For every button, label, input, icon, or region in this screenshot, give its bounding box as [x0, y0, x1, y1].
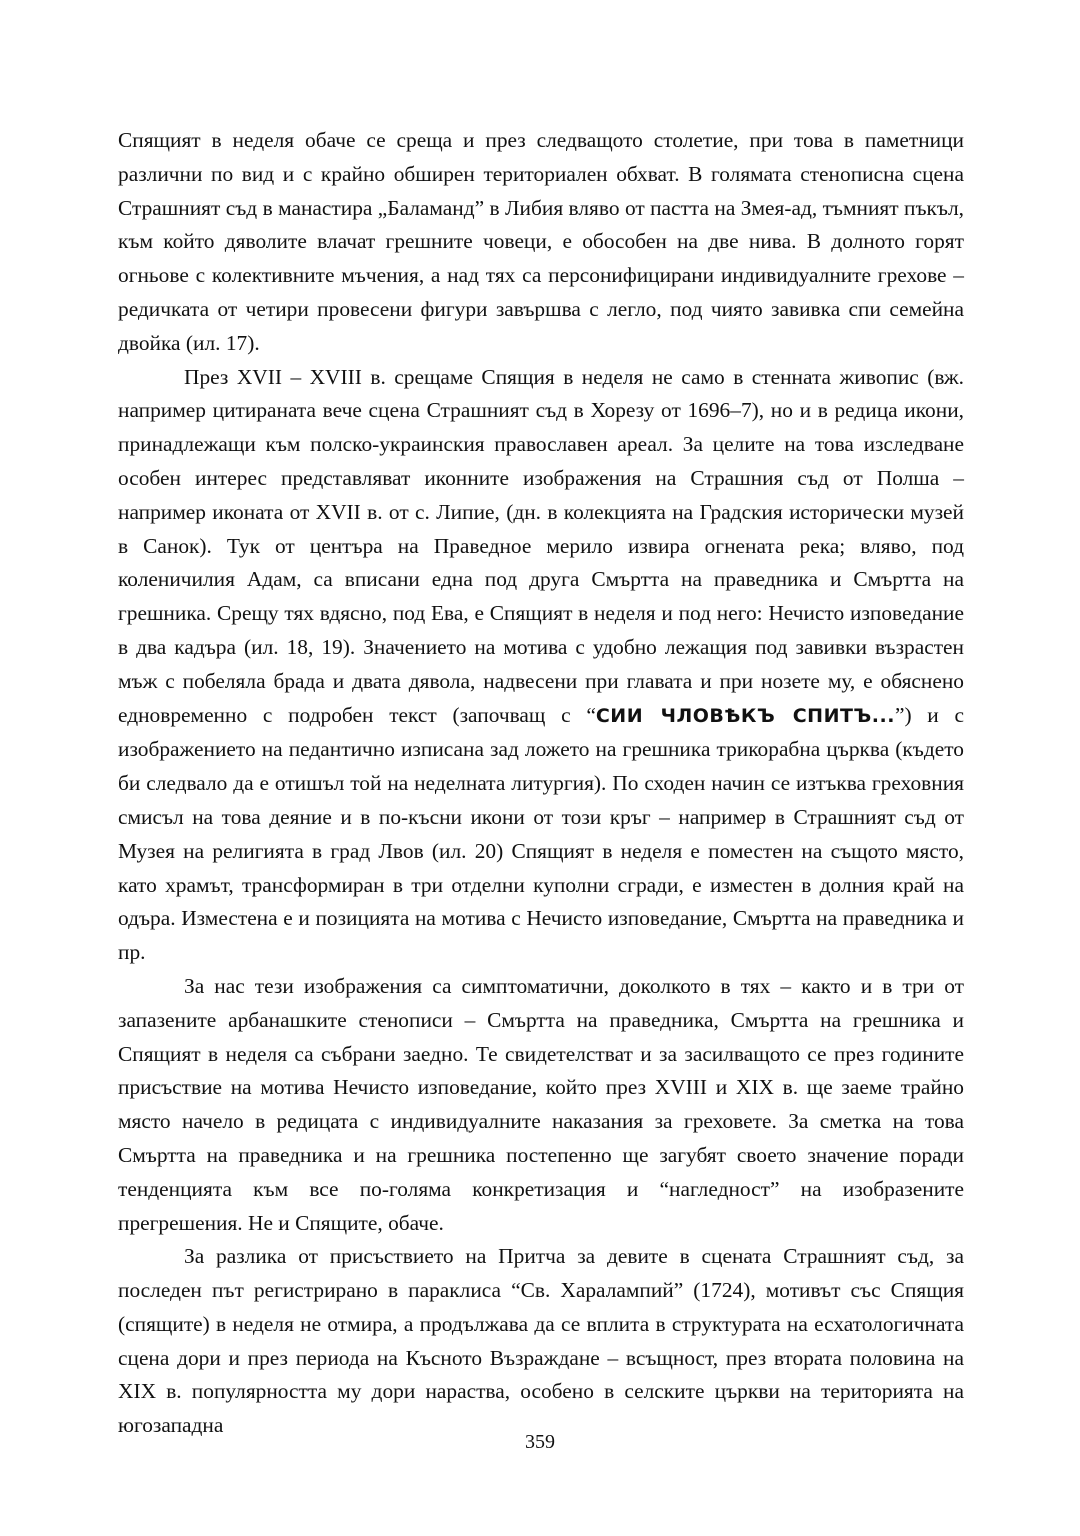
page-body	[118, 124, 964, 1443]
page-number: 359	[525, 1431, 555, 1453]
paragraph-2-text-before: През XVII – XVIII в. срещаме Спящия в неделя не само в стенната живопис (вж. например цитираната вече сцена Страшният съд в Хорезу от 1696–7), но и в редица икони, принадлежащи към полско-украинския православен ареал. За целите на това изследване особен интерес представляват иконните изображения на Страшния съд от Полша – например иконата от XVII в. от с. Липие, (дн. в колекцията на Градския исторически музей в Санок). Тук от центъра на Праведное мерило извира огнената река; вляво, под коленичилия Адам, са вписани една под друга Смъртта на праведника и Смъртта на грешника. Срещу тях вдясно, под Ева, е Спящият в неделя и под него: Нечисто изповедание в два кадъра (ил. 18, 19). Значението на мотива с удобно лежащия под завивки възрастен мъж с побеляла брада и двата дявола, надвесени при главата и при нозете му, е обяснено едновременно с подробен текст (започващ с “	[118, 364, 964, 727]
paragraph-2-text-after: ”) и с изображението на педантично изписана зад ложето на грешника трикорабна църква (където би следвало да е отишъл той на неделната литургия). По сходен начин се изтъква греховния смисъл на това деяние и в по-късни икони от този кръг – например в Страшният съд от Музея на религията в град Лвов (ил. 20) Спящият в неделя е поместен на същото място, като храмът, трансформиран в три отделни куполни сгради, е изместен в долния край на одъра. Изместена е и позицията на мотива с Нечисто изповедание, Смъртта на праведника и пр.	[118, 702, 964, 965]
paragraph-3: За нас тези изображения са симптоматични, доколкото в тях – както и в три от запазените арбанашките стенописи – Смъртта на праведника, Смъртта на грешника и Спящият в неделя са събрани заедно. Те свидетелстват и за засилващото се през годините присъствие на мотива Нечисто изповедание, който през XVIII и XIX в. ще заеме трайно място начело в редицата с индивидуалните наказания за греховете. За сметка на това Смъртта на праведника и на грешника постепенно ще загубят своето значение поради тенденцията към все по-голяма конкретизация и “нагледност” на изобразените прегрешения. Не и Спящите, обаче.	[118, 973, 964, 1235]
paragraph-4: За разлика от присъствието на Притча за девите в сцената Страшният съд, за последен път регистрирано в параклиса “Св. Харалампий” (1724), мотивът със Спящия (спящите) в неделя не отмира, а продължава да се вплита в структурата на есхатологичната сцена дори и през периода на Късното Възраждане – всъщност, през втората половина на XIX в. популярността му дори нараства, особено в селските църкви на територията на югозападна	[118, 1244, 964, 1438]
paragraph-1: Спящият в неделя обаче се среща и през следващото столетие, при това в паметници различни по вид и с крайно обширен териториален обхват. В голямата стенописна сцена Страшният съд в манастира „Баламанд” в Либия вляво от пастта на Змея-ад, тъмният пъкъл, към който дяволите влачат грешните човеци, е обособен на две нива. В долното горят огньове с колективните мъчения, а над тях са персонифицирани индивидуалните грехове – редичката от четири провесени фигури завършва с легло, под чиято завивка спи семейна двойка (ил. 17).	[118, 128, 964, 355]
paragraph-2	[118, 361, 964, 970]
church-slavonic-inscription: СИИ ЧЛОВѢКЪ СПИТЪ...	[595, 704, 895, 727]
